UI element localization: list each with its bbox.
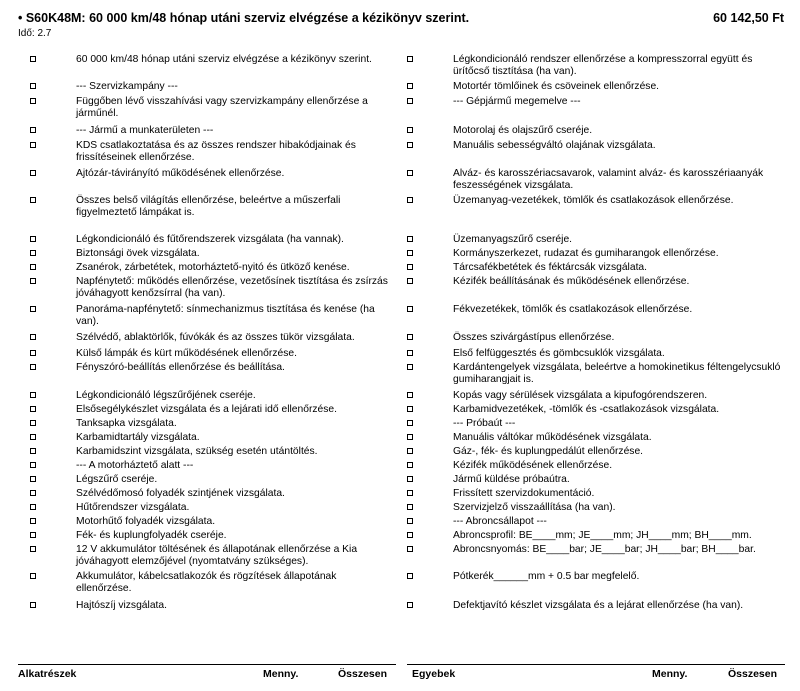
checkbox-icon[interactable] xyxy=(407,434,413,440)
checkbox-icon[interactable] xyxy=(407,56,413,62)
checklist-row xyxy=(30,362,396,389)
checkbox-icon[interactable] xyxy=(407,546,413,552)
checkbox-icon[interactable] xyxy=(407,142,413,148)
checklist-row xyxy=(407,262,787,276)
checkbox-icon[interactable] xyxy=(30,83,36,89)
service-price: 60 142,50 Ft xyxy=(713,11,784,25)
checkbox-icon[interactable] xyxy=(407,236,413,242)
checklist-row xyxy=(407,418,787,432)
checkbox-icon[interactable] xyxy=(30,170,36,176)
checklist-row xyxy=(30,488,396,502)
checklist-row xyxy=(407,474,787,488)
checkbox-icon[interactable] xyxy=(30,334,36,340)
checkbox-icon[interactable] xyxy=(407,490,413,496)
other-total-heading: Összesen xyxy=(728,668,778,680)
checkbox-icon[interactable] xyxy=(30,434,36,440)
checklist-item-label: Első felfüggesztés és gömbcsuklók vizsgálata. xyxy=(453,348,665,359)
checkbox-icon[interactable] xyxy=(407,350,413,356)
checkbox-icon[interactable] xyxy=(30,350,36,356)
checkbox-icon[interactable] xyxy=(30,197,36,203)
checkbox-icon[interactable] xyxy=(30,602,36,608)
checklist-row xyxy=(30,304,396,331)
checkbox-icon[interactable] xyxy=(30,392,36,398)
checklist-row xyxy=(30,168,396,194)
checklist-row xyxy=(30,262,396,276)
checklist-item-label: Gáz-, fék- és kuplungpedálút ellenőrzése. xyxy=(453,446,644,457)
checklist-row xyxy=(30,432,396,446)
checklist-item-label: Összes belső világítás ellenőrzése, beleértve a műszerfali figyelmeztető lámpákat is. xyxy=(76,195,341,218)
checklist-item-label: Tárcsafékbetétek és féktárcsák vizsgálata. xyxy=(453,262,648,273)
checklist-row xyxy=(407,516,787,530)
checklist-item-label: Összes szivárgástípus ellenőrzése. xyxy=(453,332,615,343)
checklist-row xyxy=(30,195,396,233)
checklist-item-label: Motortér tömlőinek és csöveinek ellenőrzése. xyxy=(453,81,660,92)
checklist-row xyxy=(30,544,396,570)
checkbox-icon[interactable] xyxy=(30,504,36,510)
footer-divider-right xyxy=(407,664,785,665)
checklist-row xyxy=(407,348,787,362)
checklist-item-label: --- Abroncsállapot --- xyxy=(453,516,547,527)
checklist-row xyxy=(407,362,787,389)
checklist-item-label: Abroncsnyomás: BE____bar; JE____bar; JH____bar; BH____bar. xyxy=(453,544,756,555)
checklist-item-label: Kardántengelyek vizsgálata, beleértve a homokinetikus féltengelycsukló gumiharangjait is. xyxy=(453,362,781,385)
checklist-row xyxy=(407,195,787,233)
footer-divider-left xyxy=(18,664,396,665)
checkbox-icon[interactable] xyxy=(407,334,413,340)
checkbox-icon[interactable] xyxy=(407,518,413,524)
checklist-item-label: Karbamidvezetékek, -tömlők és -csatlakozások vizsgálata. xyxy=(453,404,720,415)
checklist-row xyxy=(407,168,787,194)
checklist-item-label: --- Próbaút --- xyxy=(453,418,516,429)
checkbox-icon[interactable] xyxy=(30,264,36,270)
checklist-row xyxy=(407,571,787,599)
checkbox-icon[interactable] xyxy=(407,98,413,104)
checkbox-icon[interactable] xyxy=(30,306,36,312)
checklist-row xyxy=(407,140,787,167)
checklist-row xyxy=(407,234,787,248)
checklist-row xyxy=(407,544,787,570)
checklist-row xyxy=(30,332,396,346)
checklist-item-label: Szélvédő, ablaktörlők, fúvókák és az összes tükör vizsgálata. xyxy=(76,332,355,343)
checklist-item-label: Fék- és kuplungfolyadék cseréje. xyxy=(76,530,227,541)
checkbox-icon[interactable] xyxy=(30,420,36,426)
other-heading: Egyebek xyxy=(412,668,456,680)
checkbox-icon[interactable] xyxy=(30,448,36,454)
checkbox-icon[interactable] xyxy=(30,236,36,242)
checklist-item-label: Defektjavító készlet vizsgálata és a lejárat ellenőrzése (ha van). xyxy=(453,600,744,611)
checklist-item-label: --- Gépjármű megemelve --- xyxy=(453,96,581,107)
checklist-item-label: Hűtőrendszer vizsgálata. xyxy=(76,502,190,513)
checklist-item-label: Panoráma-napfénytető: sínmechanizmus tisztítása és kenése (ha van). xyxy=(76,304,375,327)
parts-total-heading: Összesen xyxy=(338,668,388,680)
checklist-row xyxy=(30,571,396,599)
checklist-item-label: Elsősegélykészlet vizsgálata és a lejárati idő ellenőrzése. xyxy=(76,404,337,415)
checkbox-icon[interactable] xyxy=(30,546,36,552)
checklist-item-label: Karbamidszint vizsgálata, szükség esetén utántöltés. xyxy=(76,446,318,457)
service-header xyxy=(18,11,784,27)
checkbox-icon[interactable] xyxy=(407,462,413,468)
checklist-item-label: Tanksapka vizsgálata. xyxy=(76,418,177,429)
checklist-row xyxy=(30,54,396,80)
checkbox-icon[interactable] xyxy=(407,420,413,426)
checklist-item-label: Kézifék beállításának és működésének ellenőrzése. xyxy=(453,276,690,287)
checklist-item-label: Motorhűtő folyadék vizsgálata. xyxy=(76,516,216,527)
checklist-row xyxy=(30,404,396,418)
checklist-item-label: Akkumulátor, kábelcsatlakozók és rögzítések állapotának ellenőrzése. xyxy=(76,571,337,594)
checklist-row xyxy=(30,460,396,474)
checklist-item-label: Zsanérok, zárbetétek, motorháztető-nyitó és ütköző kenése. xyxy=(76,262,350,273)
checkbox-icon[interactable] xyxy=(30,406,36,412)
checklist-item-label: 12 V akkumulátor töltésének és állapotának ellenőrzése a Kia jóváhagyott elemzőjével (nyomtatvány szükséges). xyxy=(76,544,358,567)
checkbox-icon[interactable] xyxy=(30,142,36,148)
checklist-item-label: Hajtószíj vizsgálata. xyxy=(76,600,167,611)
checklist-row xyxy=(30,474,396,488)
checklist-item-label: Ajtózár-távirányító működésének ellenőrzése. xyxy=(76,168,285,179)
checklist-item-label: Frissített szervizdokumentáció. xyxy=(453,488,595,499)
checkbox-icon[interactable] xyxy=(407,504,413,510)
checklist-item-label: Alváz- és karosszériacsavarok, valamint alváz- és karosszériaanyák feszességének vizsgálata. xyxy=(453,168,764,191)
checkbox-icon[interactable] xyxy=(30,364,36,370)
checklist-row xyxy=(30,125,396,139)
checklist-item-label: Pótkerék______mm + 0.5 bar megfelelő. xyxy=(453,571,640,582)
checklist-row xyxy=(30,96,396,124)
checklist-item-label: Légkondicionáló és fűtőrendszerek vizsgálata (ha vannak). xyxy=(76,234,344,245)
checkbox-icon[interactable] xyxy=(30,127,36,133)
checklist-row xyxy=(407,248,787,262)
checkbox-icon[interactable] xyxy=(30,98,36,104)
checklist-item-label: Napfénytető: működés ellenőrzése, vezetősínek tisztítása és zsírzás jóváhagyott kenőzsírral (ha van). xyxy=(76,276,388,299)
checkbox-icon[interactable] xyxy=(30,532,36,538)
checklist-item-label: Fényszóró-beállítás ellenőrzése és beállítása. xyxy=(76,362,285,373)
checklist-item-label: Biztonsági övek vizsgálata. xyxy=(76,248,200,259)
checkbox-icon[interactable] xyxy=(30,278,36,284)
checklist-row xyxy=(30,530,396,544)
checklist-item-label: Kopás vagy sérülések vizsgálata a kipufogórendszeren. xyxy=(453,390,708,401)
checklist-item-label: --- Szervizkampány --- xyxy=(76,81,178,92)
checkbox-icon[interactable] xyxy=(30,250,36,256)
service-time: Idő: 2.7 xyxy=(18,28,52,39)
checklist-row xyxy=(407,600,787,626)
checkbox-icon[interactable] xyxy=(407,278,413,284)
checklist-row xyxy=(30,81,396,95)
checklist-item-label: Abroncsprofil: BE____mm; JE____mm; JH____mm; BH____mm. xyxy=(453,530,752,541)
checklist-item-label: Függőben lévő visszahívási vagy szervizkampány ellenőrzése a járműnél. xyxy=(76,96,368,119)
checklist-row xyxy=(30,248,396,262)
checklist-item-label: Fékvezetékek, tömlők és csatlakozások ellenőrzése. xyxy=(453,304,693,315)
checklist-row xyxy=(30,600,396,614)
checklist-row xyxy=(30,348,396,362)
checkbox-icon[interactable] xyxy=(30,518,36,524)
checklist-item-label: --- Jármű a munkaterületen --- xyxy=(76,125,214,136)
checkbox-icon[interactable] xyxy=(30,490,36,496)
checkbox-icon[interactable] xyxy=(407,127,413,133)
checkbox-icon[interactable] xyxy=(407,392,413,398)
parts-quantity-heading: Menny. xyxy=(263,668,299,680)
checklist-row xyxy=(30,390,396,404)
checklist-item-label: Légkondicionáló rendszer ellenőrzése a kompresszorral együtt és ürítőcső tisztítása (ha van). xyxy=(453,54,753,77)
checkbox-icon[interactable] xyxy=(407,406,413,412)
checkbox-icon[interactable] xyxy=(407,448,413,454)
checklist-item-label: KDS csatlakoztatása és az összes rendszer hibakódjainak és frissítéseinek ellenőrzése. xyxy=(76,140,356,163)
checklist-item-label: Manuális sebességváltó olajának vizsgálata. xyxy=(453,140,656,151)
checklist-item-label: Légszűrő cseréje. xyxy=(76,474,158,485)
checkbox-icon[interactable] xyxy=(407,532,413,538)
checklist-item-label: Szervizjelző visszaállítása (ha van). xyxy=(453,502,616,513)
checklist-item-label: Légkondicionáló légszűrőjének cseréje. xyxy=(76,390,256,401)
checkbox-icon[interactable] xyxy=(407,602,413,608)
checklist-item-label: Kézifék működésének ellenőrzése. xyxy=(453,460,613,471)
checkbox-icon[interactable] xyxy=(407,476,413,482)
checklist-row xyxy=(407,488,787,502)
checkbox-icon[interactable] xyxy=(30,476,36,482)
checklist-item-label: Üzemanyag-vezetékek, tömlők és csatlakozások ellenőrzése. xyxy=(453,195,734,206)
checklist-row xyxy=(30,418,396,432)
checklist-row xyxy=(407,446,787,460)
checklist-row xyxy=(30,276,396,303)
checklist-item-label: Motorolaj és olajszűrő cseréje. xyxy=(453,125,593,136)
checklist-row xyxy=(30,516,396,530)
checkbox-icon[interactable] xyxy=(407,170,413,176)
other-quantity-heading: Menny. xyxy=(652,668,688,680)
checkbox-icon[interactable] xyxy=(407,573,413,579)
checklist-row xyxy=(407,81,787,95)
checkbox-icon[interactable] xyxy=(407,306,413,312)
checklist-row xyxy=(407,304,787,331)
service-title: • S60K48M: 60 000 km/48 hónap utáni szerviz elvégzése a kézikönyv szerint. xyxy=(18,11,470,25)
checklist-row xyxy=(30,140,396,167)
checklist-item-label: Karbamidtartály vizsgálata. xyxy=(76,432,200,443)
checklist-row xyxy=(407,276,787,303)
checklist-item-label: Jármű küldése próbaútra. xyxy=(453,474,570,485)
checkbox-icon[interactable] xyxy=(407,364,413,370)
checklist-item-label: Külső lámpák és kürt működésének ellenőrzése. xyxy=(76,348,297,359)
checkbox-icon[interactable] xyxy=(30,573,36,579)
checklist-item-label: Manuális váltókar működésének vizsgálata. xyxy=(453,432,652,443)
checklist-row xyxy=(407,530,787,544)
checklist-row xyxy=(407,432,787,446)
checklist-row xyxy=(407,390,787,404)
checkbox-icon[interactable] xyxy=(407,264,413,270)
checkbox-icon[interactable] xyxy=(407,250,413,256)
checkbox-icon[interactable] xyxy=(30,56,36,62)
checklist-item-label: Kormányszerkezet, rudazat és gumiharangok ellenőrzése. xyxy=(453,248,719,259)
parts-heading: Alkatrészek xyxy=(18,668,77,680)
checklist-row xyxy=(407,332,787,346)
checklist-item-label: --- A motorháztető alatt --- xyxy=(76,460,194,471)
checkbox-icon[interactable] xyxy=(407,197,413,203)
checklist-item-label: Szélvédőmosó folyadék szintjének vizsgálata. xyxy=(76,488,285,499)
checklist-row xyxy=(407,404,787,418)
checklist-item-label: 60 000 km/48 hónap utáni szerviz elvégzése a kézikönyv szerint. xyxy=(76,54,372,65)
checklist-row xyxy=(30,502,396,516)
checklist-row xyxy=(407,125,787,139)
checklist-item-label: Üzemanyagszűrő cseréje. xyxy=(453,234,573,245)
checklist-row xyxy=(407,460,787,474)
checkbox-icon[interactable] xyxy=(30,462,36,468)
checklist-row xyxy=(407,54,787,80)
checklist-row xyxy=(407,96,787,124)
checkbox-icon[interactable] xyxy=(407,83,413,89)
checklist-row xyxy=(30,446,396,460)
checklist-row xyxy=(407,502,787,516)
checklist-row xyxy=(30,234,396,248)
